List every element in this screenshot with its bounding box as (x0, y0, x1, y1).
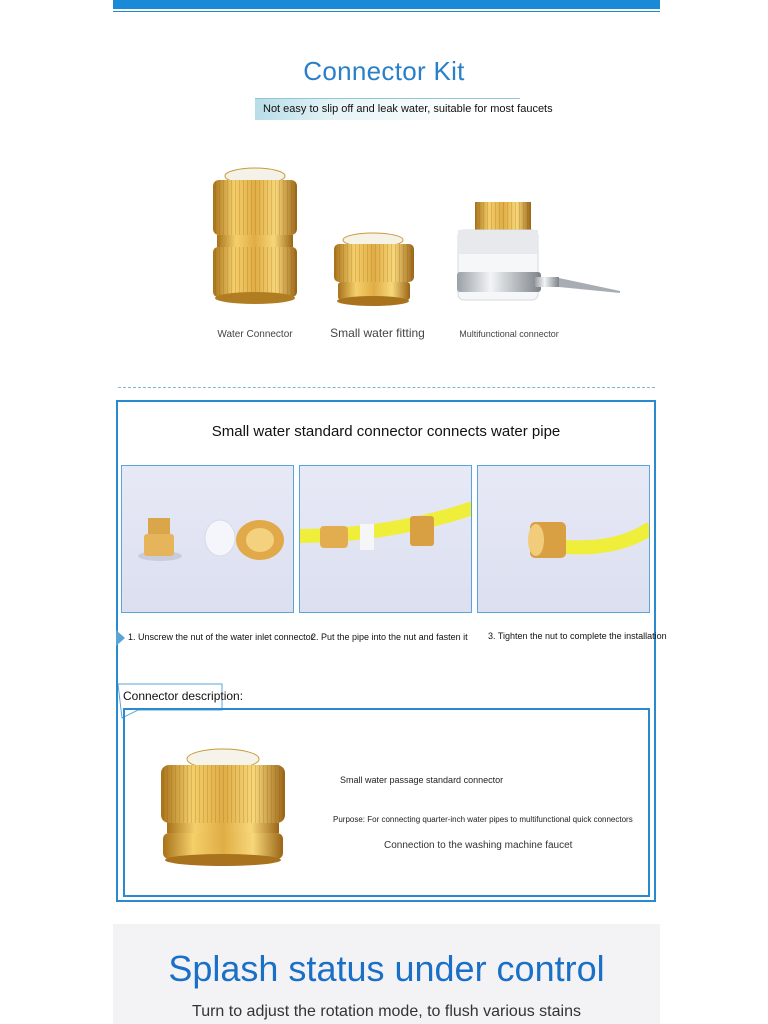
connector-name: Small water passage standard connector (340, 775, 504, 785)
top-divider (113, 11, 660, 12)
step-text-2: 2. Put the pipe into the nut and fasten it (311, 632, 468, 642)
step-photo-1 (121, 465, 294, 613)
description-label: Connector description: (123, 689, 244, 703)
small-fitting-image (334, 233, 414, 306)
step-photo-2 (299, 465, 472, 613)
splash-title: Splash status under control (168, 948, 605, 989)
product-label-small-fitting: Small water fitting (330, 326, 425, 340)
kit-title: Connector Kit (303, 56, 465, 86)
step-text-1: 1. Unscrew the nut of the water inlet connector (128, 632, 314, 642)
pipe-section-title: Small water standard connector connects water pipe (211, 423, 561, 440)
product-label-multifunctional: Multifunctional connector (459, 329, 559, 339)
kit-subtitle: Not easy to slip off and leak water, suitable for most faucets (263, 103, 553, 115)
splash-subtitle: Turn to adjust the rotation mode, to flush various stains (192, 1003, 581, 1020)
connector-purpose: Purpose: For connecting quarter-inch water pipes to multifunctional quick connectors (333, 815, 633, 824)
step-photo-3 (477, 465, 650, 613)
products-illustration (195, 160, 635, 310)
connector-connection: Connection to the washing machine faucet (384, 840, 573, 851)
section-divider (118, 387, 655, 388)
step-text-3: 3. Tighten the nut to complete the installation (488, 631, 667, 641)
step-arrow-icon (116, 630, 125, 646)
multifunctional-connector-image (457, 202, 620, 300)
top-banner (113, 0, 660, 9)
water-connector-image (213, 168, 297, 304)
standard-connector-image (155, 745, 295, 870)
product-label-water-connector: Water Connector (217, 329, 293, 340)
kit-subtitle-banner (255, 98, 553, 120)
